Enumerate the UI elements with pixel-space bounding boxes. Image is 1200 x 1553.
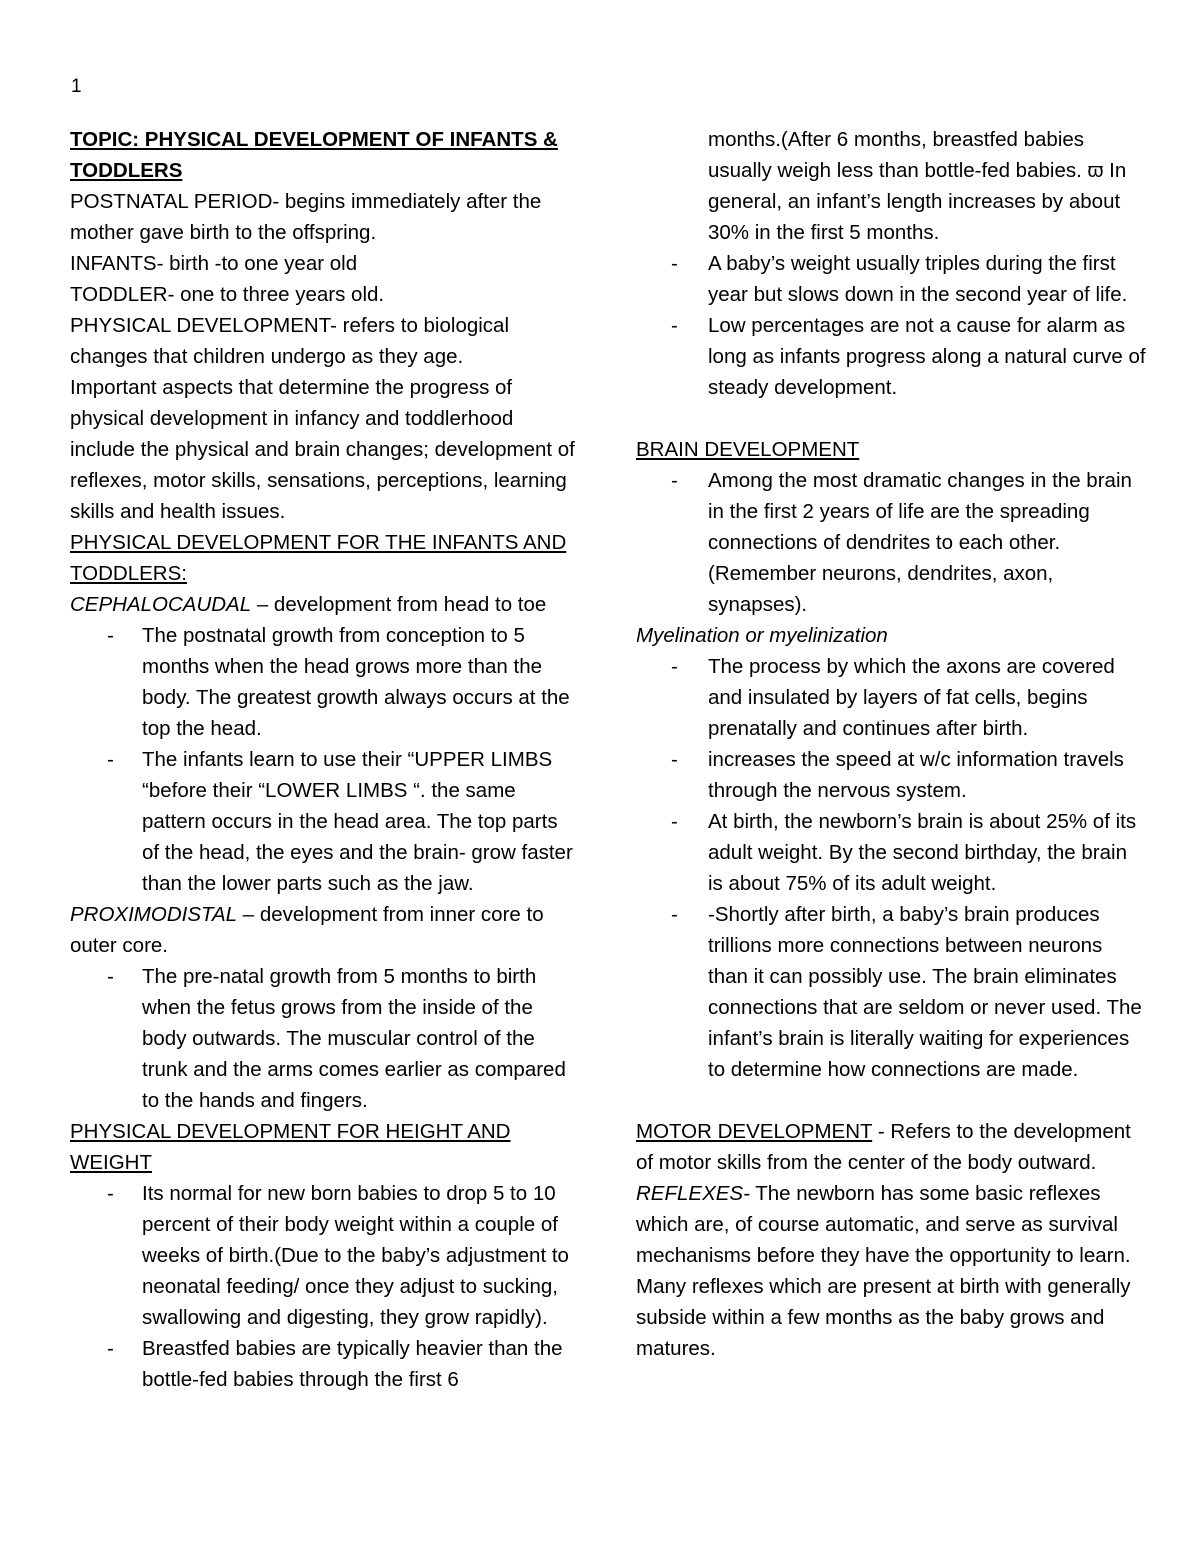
weight-list [636, 248, 1146, 403]
physical-development-definition: PHYSICAL DEVELOPMENT- refers to biological changes that children undergo as they age. [70, 314, 510, 368]
height-weight-list [70, 1178, 575, 1395]
list-item: - increases the speed at w/c information travels through the nervous system. [636, 744, 1146, 806]
list-item: - The process by which the axons are covered and insulated by layers of fat cells, begins prenatally and continues after birth. [636, 651, 1146, 744]
list-item: - Among the most dramatic changes in the brain in the first 2 years of life are the spreading connections of dendrites to each other. (Remember neurons, dendrites, axon, synapses). [636, 465, 1146, 620]
reflexes-definition: The newborn has some basic reflexes which are, of course automatic, and serve as survival mechanisms before they have the opportunity to learn. Many reflexes which are present at birth with generally subside within a few months as the baby grows and matures. [636, 1182, 1131, 1360]
list-item: - Breastfed babies are typically heavier than the bottle-fed babies through the first 6 [70, 1333, 575, 1395]
list-item: - Its normal for new born babies to drop 5 to 10 percent of their body weight within a couple of weeks of birth.(Due to the baby’s adjustment to neonatal feeding/ once they adjust to sucking, swallowing and digesting, they grow rapidly). [70, 1178, 575, 1333]
postnatal-definition: POSTNATAL PERIOD- begins immediately after the mother gave birth to the offspring. [70, 190, 542, 244]
list-item: - At birth, the newborn’s brain is about 25% of its adult weight. By the second birthday, the brain is about 75% of its adult weight. [636, 806, 1146, 899]
motor-definition: - Refers to the development of motor skills from the center of the body outward. [636, 1120, 1131, 1174]
motor-development-line [636, 1116, 1146, 1178]
page-number: 1 [71, 76, 82, 97]
topic-title: TOPIC: PHYSICAL DEVELOPMENT OF INFANTS & TODDLERS [70, 128, 558, 182]
list-item: - The infants learn to use their “UPPER LIMBS “before their “LOWER LIMBS “. the same pattern occurs in the head area. The top parts of the head, the eyes and the brain- grow faster than the lower parts such as the jaw. [70, 744, 575, 899]
proximodistal-definition: – development from inner core to outer core. [70, 903, 544, 957]
cephalocaudal-term: CEPHALOCAUDAL [70, 593, 252, 616]
proximodistal-list [70, 961, 575, 1116]
list-item: - The postnatal growth from conception to 5 months when the head grows more than the body. The greatest growth always occurs at the top the head. [70, 620, 575, 744]
proximodistal-term: PROXIMODISTAL [70, 903, 238, 926]
myelination-term: Myelination or myelinization [636, 624, 888, 647]
brain-list [636, 465, 1146, 620]
right-column [636, 124, 1146, 1364]
heading-brain-development: BRAIN DEVELOPMENT [636, 438, 860, 461]
reflexes-term: REFLEXES- [636, 1182, 750, 1205]
left-column [70, 124, 575, 1395]
heading-height-weight: PHYSICAL DEVELOPMENT FOR HEIGHT AND WEIGHT [70, 1120, 511, 1174]
proximodistal-line [70, 899, 575, 961]
myelination-list [636, 651, 1146, 1085]
list-item: - -Shortly after birth, a baby’s brain produces trillions more connections between neurons than it can possibly use. The brain eliminates connections that are seldom or never used. The infant’s brain is literally waiting for experiences to determine how connections are made. [636, 899, 1146, 1085]
list-item: - Low percentages are not a cause for alarm as long as infants progress along a natural curve of steady development. [636, 310, 1146, 403]
continued-list [636, 124, 1146, 248]
toddler-definition: TODDLER- one to three years old. [70, 283, 385, 306]
cephalocaudal-list [70, 620, 575, 899]
reflexes-line [636, 1178, 1146, 1364]
list-item: - A baby’s weight usually triples during the first year but slows down in the second year of life. [636, 248, 1146, 310]
heading-infants-toddlers: PHYSICAL DEVELOPMENT FOR THE INFANTS AND TODDLERS: [70, 531, 567, 585]
cephalocaudal-line [70, 589, 575, 620]
cephalocaudal-definition: – development from head to toe [251, 593, 547, 616]
infants-definition: INFANTS- birth -to one year old [70, 252, 358, 275]
heading-motor-development: MOTOR DEVELOPMENT [636, 1120, 873, 1143]
list-item: - The pre-natal growth from 5 months to birth when the fetus grows from the inside of the body outwards. The muscular control of the trunk and the arms comes earlier as compared to the hands and fingers. [70, 961, 575, 1116]
important-aspects: Important aspects that determine the progress of physical development in infancy and toddlerhood include the physical and brain changes; development of reflexes, motor skills, sensations, perceptions, learning skills and health issues. [70, 376, 575, 523]
spacer [636, 1085, 1146, 1116]
list-item-continued: months.(After 6 months, breastfed babies usually weigh less than bottle-fed babies. ϖ In general, an infant’s length increases by about 30% in the first 5 months. [708, 128, 1127, 244]
spacer [636, 403, 1146, 434]
